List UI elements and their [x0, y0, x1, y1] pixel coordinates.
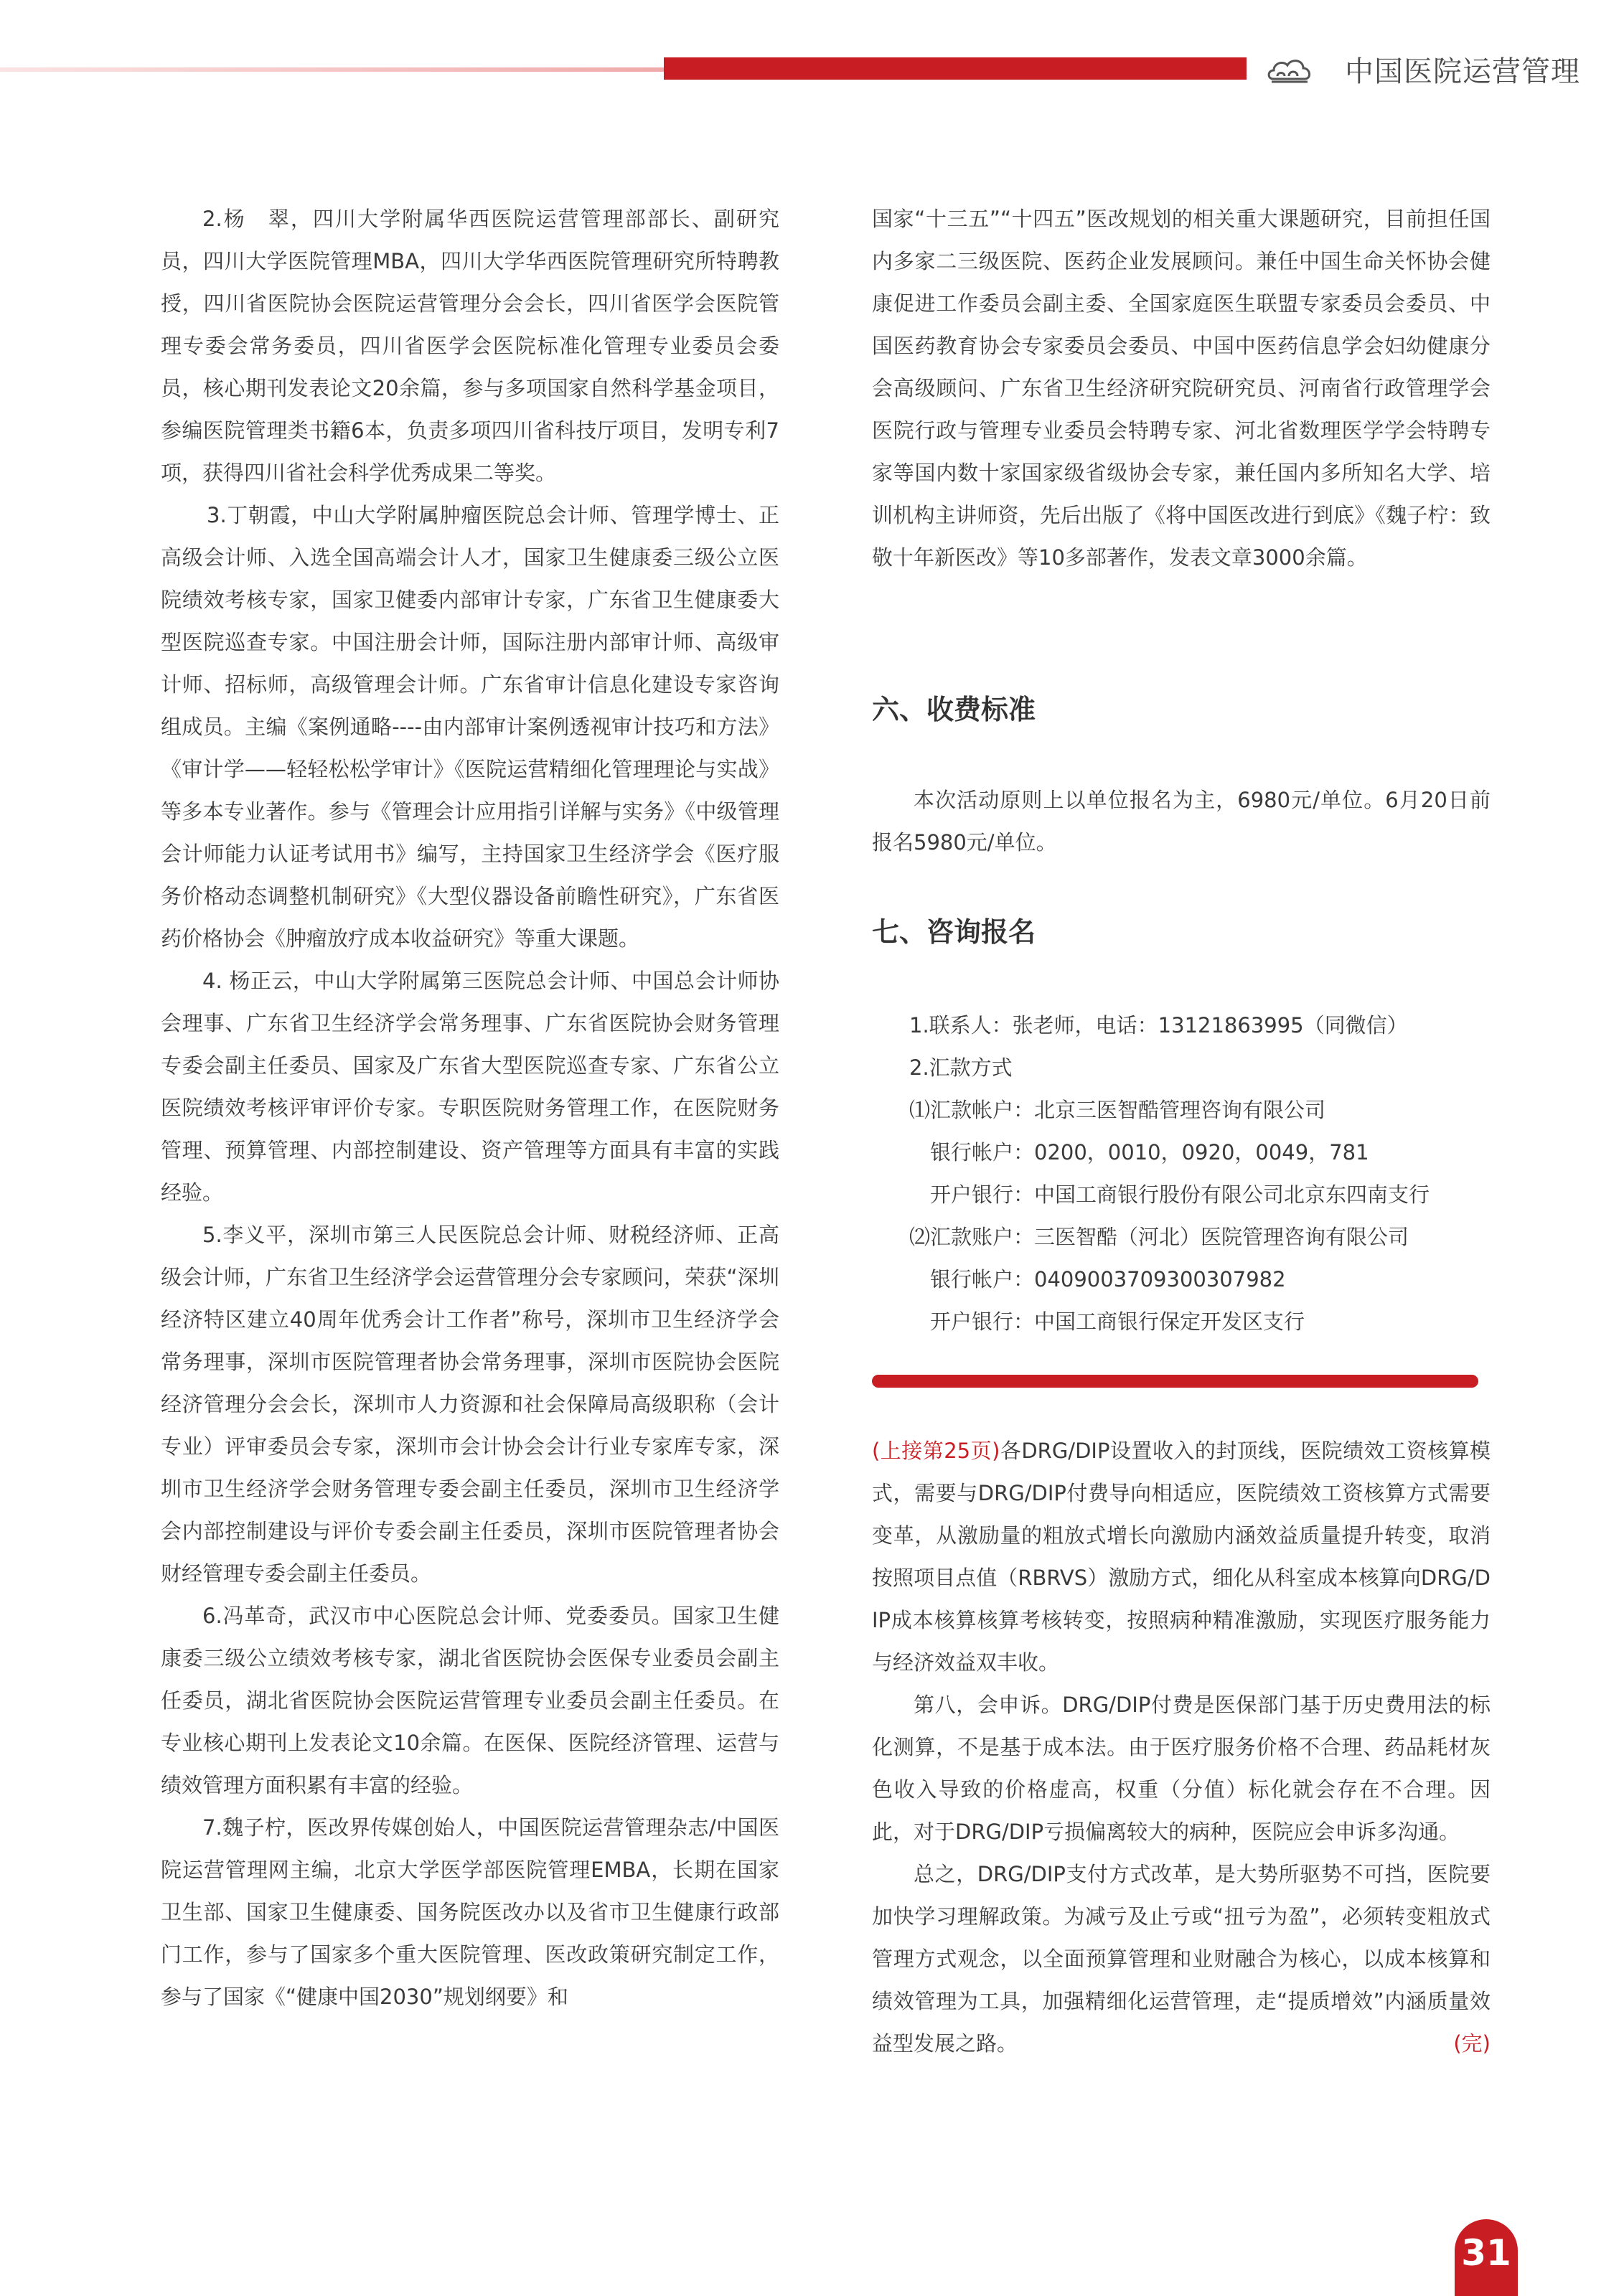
continuation-p3-text: 总之，DRG/DIP支付方式改革，是大势所驱势不可挡，医院要加快学习理解政策。为减亏及止亏或“扭亏为盈”，必须转变粗放式管理方式观念，以全面预算管理和业财融合为核心，以成本核算和绩效管理为工具，加强精细化运营管理，走“提质增效”内涵质量效益型发展之路。: [872, 1862, 1491, 2056]
header-rule-thin: [0, 67, 664, 72]
bio-feng-geqi: 6.冯革奇，武汉市中心医院总会计师、党委委员。国家卫生健康委三级公立绩效考核专家，湖北省医院协会医保专业委员会副主任委员，湖北省医院协会医院运营管理专业委员会副主任委员。在专业核心期刊上发表论文10余篇。在医保、医院经济管理、运营与绩效管理方面积累有丰富的经验。: [161, 1604, 779, 1797]
end-mark: (完): [1453, 2031, 1491, 2056]
bio-wei-zining: 7.魏子柠，医改界传媒创始人，中国医院运营管理杂志/中国医院运营管理网主编，北京大学医学部医院管理EMBA，长期在国家卫生部、国家卫生健康委、国务院医改办以及省市卫生健康行政部门工作，参与了国家多个重大医院管理、医改政策研究制定工作，参与了国家《“健康中国2030”规划纲要》和: [161, 1815, 779, 2009]
header-rule-red: [664, 57, 1247, 80]
section-fee-body: [872, 779, 1491, 864]
contact-line: ⑴汇款帐户：北京三医智酷管理咨询有限公司: [909, 1098, 1326, 1122]
left-column: [161, 198, 779, 2018]
contact-line: 银行帐户：0409003709300307982: [909, 1267, 1286, 1292]
contact-line: 1.联系人：张老师，电话：13121863995（同微信）: [909, 1013, 1408, 1038]
section-fee-title: 六、收费标准: [872, 694, 1036, 725]
cloud-logo-icon: [1266, 55, 1313, 86]
contact-line: 银行帐户：0200，0010，0920，0049，781: [909, 1140, 1369, 1165]
bio-ding-zhaoxia: 3.丁朝霞，中山大学附属肿瘤医院总会计师、管理学博士、正高级会计师、入选全国高端会计人才，国家卫生健康委三级公立医院绩效考核专家，国家卫健委内部审计专家，广东省卫生健康委大型医院巡查专家。中国注册会计师，国际注册内部审计师、高级审计师、招标师，高级管理会计师。广东省审计信息化建设专家咨询组成员。主编《案例通略----由内部审计案例透视审计技巧和方法》《审计学——轻轻松松学审计》《医院运营精细化管理理论与实战》等多本专业著作。参与《管理会计应用指引详解与实务》《中级管理会计师能力认证考试用书》编写，主持国家卫生经济学会《医疗服务价格动态调整机制研究》《大型仪器设备前瞻性研究》，广东省医药价格协会《肿瘤放疗成本收益研究》等重大课题。: [161, 503, 779, 951]
contact-line: 开户银行：中国工商银行股份有限公司北京东四南支行: [909, 1182, 1430, 1207]
bio-wei-zining-cont: 国家“十三五”“十四五”医改规划的相关重大课题研究，目前担任国内多家二三级医院、医药企业发展顾问。兼任中国生命关怀协会健康促进工作委员会副主委、全国家庭医生联盟专家委员会委员、中国医药教育协会专家委员会委员、中国中医药信息学会妇幼健康分会高级顾问、广东省卫生经济研究院研究员、河南省行政管理学会医院行政与管理专业委员会特聘专家、河北省数理医学学会特聘专家等国内数十家国家级省级协会专家，兼任国内多所知名大学、培训机构主讲师资，先后出版了《将中国医改进行到底》《魏子柠：致敬十年新医改》等10多部著作，发表文章3000余篇。: [872, 207, 1491, 570]
contact-line: ⑵汇款账户：三医智酷（河北）医院管理咨询有限公司: [909, 1225, 1409, 1249]
page-number-tab: [1455, 2219, 1518, 2296]
continuation-p3: [872, 1853, 1491, 2065]
fee-paragraph: 本次活动原则上以单位报名为主，6980元/单位。6月20日前报名5980元/单位。: [872, 788, 1491, 855]
bio-li-yiping: 5.李义平，深圳市第三人民医院总会计师、财税经济师、正高级会计师，广东省卫生经济学会运营管理分会专家顾问，荣获“深圳经济特区建立40周年优秀会计工作者”称号，深圳市卫生经济学会常务理事，深圳市医院管理者协会常务理事，深圳市医院协会医院经济管理分会会长，深圳市人力资源和社会保障局高级职称（会计专业）评审委员会专家，深圳市会计协会会计行业专家库专家，深圳市卫生经济学会财务管理专委会副主任委员，深圳市卫生经济学会内部控制建设与评价专委会副主任委员，深圳市医院管理者协会财经管理专委会副主任委员。: [161, 1223, 779, 1586]
header-title: 中国医院运营管理: [1345, 55, 1580, 88]
continuation-p1-text: 各DRG/DIP设置收入的封顶线，医院绩效工资核算模式，需要与DRG/DIP付费导向相适应，医院绩效工资核算方式需要变革，从激励量的粗放式增长向激励内涵效益质量提升转变，取消按照项目点值（RBRVS）激励方式，细化从科室成本核算向DRG/DIP成本核算核算考核转变，按照病种精准激励，实现医疗服务能力与经济效益双丰收。: [872, 1439, 1491, 1675]
continuation-p2: 第八，会申诉。DRG/DIP付费是医保部门基于历史费用法的标化测算，不是基于成本法。由于医疗服务价格不合理、药品耗材灰色收入导致的价格虚高，权重（分值）标化就会存在不合理。因此，对于DRG/DIP亏损偏离较大的病种，医院应会申诉多沟通。: [872, 1693, 1491, 1844]
continuation-article: [872, 1430, 1491, 2065]
contact-line: 2.汇款方式: [909, 1055, 1013, 1080]
contact-list: [909, 1004, 1528, 1343]
right-column-top: [872, 198, 1491, 579]
contact-line: 开户银行：中国工商银行保定开发区支行: [909, 1309, 1305, 1334]
continuation-p1: [872, 1430, 1491, 1684]
section-contact-title: 七、咨询报名: [872, 916, 1036, 948]
page-number: 31: [1461, 2232, 1511, 2274]
continued-from-ref: (上接第25页): [872, 1439, 1000, 1463]
section-divider: [872, 1375, 1478, 1388]
bio-yang-zhengyun: 4. 杨正云，中山大学附属第三医院总会计师、中国总会计师协会理事、广东省卫生经济学会常务理事、广东省医院协会财务管理专委会副主任委员、国家及广东省大型医院巡查专家、广东省公立医院绩效考核评审评价专家。专职医院财务管理工作，在医院财务管理、预算管理、内部控制建设、资产管理等方面具有丰富的实践经验。: [161, 969, 779, 1205]
bio-yang-cui: 2.杨 翠，四川大学附属华西医院运营管理部部长、副研究员，四川大学医院管理MBA，四川大学华西医院管理研究所特聘教授，四川省医院协会医院运营管理分会会长，四川省医学会医院管理专委会常务委员，四川省医学会医院标准化管理专业委员会委员，核心期刊发表论文20余篇，参与多项国家自然科学基金项目，参编医院管理类书籍6本，负责多项四川省科技厅项目，发明专利7项，获得四川省社会科学优秀成果二等奖。: [161, 207, 779, 485]
